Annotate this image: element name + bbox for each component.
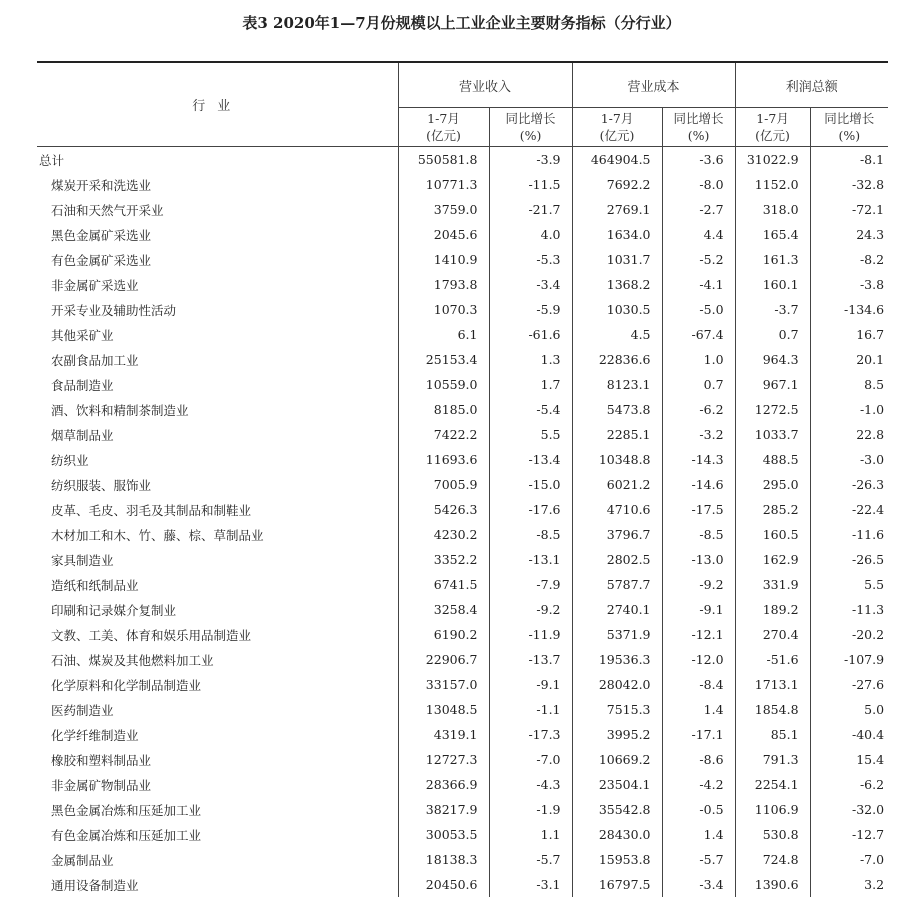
cost-growth: 1.0 <box>662 347 735 372</box>
cost-growth: -4.1 <box>662 272 735 297</box>
revenue-value: 11693.6 <box>398 447 489 472</box>
profit-growth-header: 同比增长 (%) <box>810 108 888 147</box>
revenue-ytd-header: 1-7月 (亿元) <box>398 108 489 147</box>
profit-value: 160.1 <box>735 272 810 297</box>
cost-value: 10348.8 <box>572 447 662 472</box>
table-row <box>37 672 888 697</box>
table-row <box>37 322 888 347</box>
cost-growth: -17.1 <box>662 722 735 747</box>
revenue-growth: 5.5 <box>489 422 572 447</box>
profit-growth: 22.8 <box>810 422 888 447</box>
cost-growth: -12.0 <box>662 647 735 672</box>
profit-growth: -32.0 <box>810 797 888 822</box>
profit-value: 2254.1 <box>735 772 810 797</box>
revenue-growth: -17.3 <box>489 722 572 747</box>
profit-value: -51.6 <box>735 647 810 672</box>
profit-growth: -12.7 <box>810 822 888 847</box>
profit-value: 1033.7 <box>735 422 810 447</box>
revenue-value: 20450.6 <box>398 872 489 897</box>
table-row <box>37 647 888 672</box>
table-row <box>37 497 888 522</box>
industry-name: 其他采矿业 <box>37 322 398 347</box>
profit-growth: -72.1 <box>810 197 888 222</box>
revenue-value: 6741.5 <box>398 572 489 597</box>
industry-name: 印刷和记录媒介复制业 <box>37 597 398 622</box>
table-row <box>37 547 888 572</box>
revenue-growth: -21.7 <box>489 197 572 222</box>
table-row <box>37 747 888 772</box>
table-row <box>37 622 888 647</box>
profit-value: 318.0 <box>735 197 810 222</box>
revenue-value: 10559.0 <box>398 372 489 397</box>
profit-value: 1713.1 <box>735 672 810 697</box>
revenue-value: 1410.9 <box>398 247 489 272</box>
revenue-growth: -61.6 <box>489 322 572 347</box>
revenue-value: 3352.2 <box>398 547 489 572</box>
profit-value: 331.9 <box>735 572 810 597</box>
profit-value: 31022.9 <box>735 147 810 173</box>
cost-growth: -4.2 <box>662 772 735 797</box>
revenue-value: 22906.7 <box>398 647 489 672</box>
revenue-value: 25153.4 <box>398 347 489 372</box>
profit-growth: -7.0 <box>810 847 888 872</box>
industry-name: 通用设备制造业 <box>37 872 398 897</box>
revenue-value: 13048.5 <box>398 697 489 722</box>
industry-name: 医药制造业 <box>37 697 398 722</box>
revenue-growth: -5.4 <box>489 397 572 422</box>
profit-value: 1152.0 <box>735 172 810 197</box>
profit-value: 162.9 <box>735 547 810 572</box>
profit-growth: 24.3 <box>810 222 888 247</box>
table-row <box>37 297 888 322</box>
revenue-growth: -11.9 <box>489 622 572 647</box>
profit-value: 1106.9 <box>735 797 810 822</box>
profit-growth: -11.6 <box>810 522 888 547</box>
revenue-growth: 1.7 <box>489 372 572 397</box>
cost-value: 2769.1 <box>572 197 662 222</box>
profit-value: 165.4 <box>735 222 810 247</box>
revenue-value: 10771.3 <box>398 172 489 197</box>
cost-value: 10669.2 <box>572 747 662 772</box>
revenue-growth: -1.1 <box>489 697 572 722</box>
cost-growth: -9.2 <box>662 572 735 597</box>
cost-value: 3995.2 <box>572 722 662 747</box>
cost-growth: -8.6 <box>662 747 735 772</box>
revenue-growth: 1.1 <box>489 822 572 847</box>
revenue-growth: -5.9 <box>489 297 572 322</box>
profit-value: 270.4 <box>735 622 810 647</box>
industry-name: 开采专业及辅助性活动 <box>37 297 398 322</box>
cost-value: 464904.5 <box>572 147 662 173</box>
revenue-growth: -7.0 <box>489 747 572 772</box>
profit-growth: -107.9 <box>810 647 888 672</box>
profit-growth: -3.0 <box>810 447 888 472</box>
profit-value: 724.8 <box>735 847 810 872</box>
industry-name: 纺织业 <box>37 447 398 472</box>
table-row <box>37 872 888 897</box>
revenue-growth-header: 同比增长 (%) <box>489 108 572 147</box>
revenue-growth: 4.0 <box>489 222 572 247</box>
cost-growth: -2.7 <box>662 197 735 222</box>
cost-value: 15953.8 <box>572 847 662 872</box>
profit-growth: -8.2 <box>810 247 888 272</box>
profit-value: 1272.5 <box>735 397 810 422</box>
table-row <box>37 397 888 422</box>
industry-name: 家具制造业 <box>37 547 398 572</box>
profit-growth: 15.4 <box>810 747 888 772</box>
profit-value: 791.3 <box>735 747 810 772</box>
profit-growth: 20.1 <box>810 347 888 372</box>
cost-group-header: 营业成本 <box>572 62 735 108</box>
industry-column-header: 行业 <box>37 62 398 147</box>
cost-value: 35542.8 <box>572 797 662 822</box>
table-row <box>37 822 888 847</box>
cost-growth-header: 同比增长 (%) <box>662 108 735 147</box>
industry-name: 煤炭开采和洗选业 <box>37 172 398 197</box>
revenue-group-header: 营业收入 <box>398 62 572 108</box>
revenue-growth: -15.0 <box>489 472 572 497</box>
industry-name: 橡胶和塑料制品业 <box>37 747 398 772</box>
profit-growth: -134.6 <box>810 297 888 322</box>
profit-growth: -11.3 <box>810 597 888 622</box>
cost-growth: 0.7 <box>662 372 735 397</box>
industry-name: 烟草制品业 <box>37 422 398 447</box>
profit-value: 85.1 <box>735 722 810 747</box>
cost-growth: -14.3 <box>662 447 735 472</box>
industry-name: 有色金属冶炼和压延加工业 <box>37 822 398 847</box>
table-row <box>37 572 888 597</box>
industry-name: 石油和天然气开采业 <box>37 197 398 222</box>
profit-growth: -40.4 <box>810 722 888 747</box>
revenue-value: 12727.3 <box>398 747 489 772</box>
cost-growth: -8.5 <box>662 522 735 547</box>
profit-value: -3.7 <box>735 297 810 322</box>
cost-growth: -3.2 <box>662 422 735 447</box>
table-row <box>37 422 888 447</box>
profit-value: 1390.6 <box>735 872 810 897</box>
profit-growth: -1.0 <box>810 397 888 422</box>
profit-value: 161.3 <box>735 247 810 272</box>
table-row <box>37 372 888 397</box>
cost-value: 22836.6 <box>572 347 662 372</box>
table-row <box>37 697 888 722</box>
industry-name: 黑色金属矿采选业 <box>37 222 398 247</box>
table-body <box>37 147 888 897</box>
profit-growth: -26.3 <box>810 472 888 497</box>
profit-value: 530.8 <box>735 822 810 847</box>
revenue-value: 33157.0 <box>398 672 489 697</box>
revenue-growth: -3.9 <box>489 147 572 173</box>
industry-name: 皮革、毛皮、羽毛及其制品和制鞋业 <box>37 497 398 522</box>
table-row <box>37 722 888 747</box>
table-row <box>37 172 888 197</box>
financial-indicators-table <box>37 61 888 897</box>
table-row <box>37 797 888 822</box>
cost-growth: 1.4 <box>662 822 735 847</box>
profit-value: 488.5 <box>735 447 810 472</box>
industry-name: 木材加工和木、竹、藤、棕、草制品业 <box>37 522 398 547</box>
table-row <box>37 247 888 272</box>
industry-name: 文教、工美、体育和娱乐用品制造业 <box>37 622 398 647</box>
table-row <box>37 197 888 222</box>
industry-name: 酒、饮料和精制茶制造业 <box>37 397 398 422</box>
revenue-growth: -1.9 <box>489 797 572 822</box>
industry-name: 石油、煤炭及其他燃料加工业 <box>37 647 398 672</box>
cost-value: 5371.9 <box>572 622 662 647</box>
revenue-value: 1070.3 <box>398 297 489 322</box>
revenue-value: 3258.4 <box>398 597 489 622</box>
revenue-value: 5426.3 <box>398 497 489 522</box>
cost-growth: -17.5 <box>662 497 735 522</box>
profit-value: 967.1 <box>735 372 810 397</box>
cost-growth: -5.7 <box>662 847 735 872</box>
revenue-growth: -3.1 <box>489 872 572 897</box>
cost-value: 16797.5 <box>572 872 662 897</box>
cost-growth: -9.1 <box>662 597 735 622</box>
cost-growth: -8.4 <box>662 672 735 697</box>
industry-name: 金属制品业 <box>37 847 398 872</box>
profit-growth: 16.7 <box>810 322 888 347</box>
industry-name: 食品制造业 <box>37 372 398 397</box>
cost-value: 2285.1 <box>572 422 662 447</box>
revenue-growth: -8.5 <box>489 522 572 547</box>
revenue-value: 18138.3 <box>398 847 489 872</box>
cost-value: 8123.1 <box>572 372 662 397</box>
revenue-value: 2045.6 <box>398 222 489 247</box>
industry-name: 造纸和纸制品业 <box>37 572 398 597</box>
cost-value: 5787.7 <box>572 572 662 597</box>
industry-name: 非金属矿物制品业 <box>37 772 398 797</box>
revenue-value: 8185.0 <box>398 397 489 422</box>
revenue-value: 7005.9 <box>398 472 489 497</box>
revenue-value: 28366.9 <box>398 772 489 797</box>
cost-growth: 1.4 <box>662 697 735 722</box>
profit-growth: -27.6 <box>810 672 888 697</box>
table-row <box>37 347 888 372</box>
profit-growth: -6.2 <box>810 772 888 797</box>
cost-value: 7692.2 <box>572 172 662 197</box>
profit-value: 1854.8 <box>735 697 810 722</box>
revenue-growth: -13.4 <box>489 447 572 472</box>
table-row <box>37 847 888 872</box>
cost-value: 3796.7 <box>572 522 662 547</box>
cost-value: 4.5 <box>572 322 662 347</box>
revenue-growth: -13.1 <box>489 547 572 572</box>
profit-growth: -32.8 <box>810 172 888 197</box>
profit-growth: 5.0 <box>810 697 888 722</box>
industry-name: 黑色金属冶炼和压延加工业 <box>37 797 398 822</box>
revenue-growth: -4.3 <box>489 772 572 797</box>
cost-value: 2740.1 <box>572 597 662 622</box>
profit-group-header: 利润总额 <box>735 62 888 108</box>
cost-growth: -3.6 <box>662 147 735 173</box>
profit-ytd-header: 1-7月 (亿元) <box>735 108 810 147</box>
cost-value: 6021.2 <box>572 472 662 497</box>
revenue-value: 7422.2 <box>398 422 489 447</box>
revenue-growth: -5.7 <box>489 847 572 872</box>
profit-value: 285.2 <box>735 497 810 522</box>
profit-growth: -8.1 <box>810 147 888 173</box>
cost-growth: -67.4 <box>662 322 735 347</box>
revenue-growth: -11.5 <box>489 172 572 197</box>
table-title: 表3 2020年1—7月份规模以上工业企业主要财务指标（分行业） <box>0 12 923 33</box>
profit-value: 295.0 <box>735 472 810 497</box>
profit-growth: 8.5 <box>810 372 888 397</box>
cost-growth: -8.0 <box>662 172 735 197</box>
profit-growth: -26.5 <box>810 547 888 572</box>
cost-value: 7515.3 <box>572 697 662 722</box>
table-row <box>37 147 888 173</box>
cost-growth: -13.0 <box>662 547 735 572</box>
profit-value: 160.5 <box>735 522 810 547</box>
revenue-value: 6190.2 <box>398 622 489 647</box>
table-row <box>37 522 888 547</box>
industry-name: 化学纤维制造业 <box>37 722 398 747</box>
cost-value: 2802.5 <box>572 547 662 572</box>
table-row <box>37 447 888 472</box>
cost-value: 23504.1 <box>572 772 662 797</box>
cost-value: 5473.8 <box>572 397 662 422</box>
cost-growth: -0.5 <box>662 797 735 822</box>
cost-growth: -6.2 <box>662 397 735 422</box>
revenue-growth: -13.7 <box>489 647 572 672</box>
revenue-growth: 1.3 <box>489 347 572 372</box>
cost-value: 1368.2 <box>572 272 662 297</box>
cost-value: 4710.6 <box>572 497 662 522</box>
cost-growth: -5.0 <box>662 297 735 322</box>
revenue-growth: -5.3 <box>489 247 572 272</box>
cost-value: 19536.3 <box>572 647 662 672</box>
industry-name: 有色金属矿采选业 <box>37 247 398 272</box>
table-row <box>37 222 888 247</box>
cost-growth: 4.4 <box>662 222 735 247</box>
table-row <box>37 772 888 797</box>
profit-growth: -22.4 <box>810 497 888 522</box>
cost-growth: -5.2 <box>662 247 735 272</box>
cost-growth: -3.4 <box>662 872 735 897</box>
profit-growth: -20.2 <box>810 622 888 647</box>
industry-name: 非金属矿采选业 <box>37 272 398 297</box>
revenue-value: 38217.9 <box>398 797 489 822</box>
cost-value: 1634.0 <box>572 222 662 247</box>
revenue-growth: -17.6 <box>489 497 572 522</box>
cost-ytd-header: 1-7月 (亿元) <box>572 108 662 147</box>
revenue-growth: -7.9 <box>489 572 572 597</box>
profit-growth: 3.2 <box>810 872 888 897</box>
industry-name: 化学原料和化学制品制造业 <box>37 672 398 697</box>
cost-value: 28042.0 <box>572 672 662 697</box>
revenue-value: 550581.8 <box>398 147 489 173</box>
revenue-value: 4319.1 <box>398 722 489 747</box>
cost-value: 28430.0 <box>572 822 662 847</box>
revenue-value: 3759.0 <box>398 197 489 222</box>
table-row <box>37 597 888 622</box>
revenue-value: 1793.8 <box>398 272 489 297</box>
table-row <box>37 472 888 497</box>
revenue-growth: -9.1 <box>489 672 572 697</box>
profit-value: 964.3 <box>735 347 810 372</box>
profit-value: 189.2 <box>735 597 810 622</box>
revenue-value: 4230.2 <box>398 522 489 547</box>
revenue-value: 30053.5 <box>398 822 489 847</box>
cost-value: 1030.5 <box>572 297 662 322</box>
table-row <box>37 272 888 297</box>
industry-name: 纺织服装、服饰业 <box>37 472 398 497</box>
revenue-growth: -9.2 <box>489 597 572 622</box>
cost-value: 1031.7 <box>572 247 662 272</box>
cost-growth: -14.6 <box>662 472 735 497</box>
industry-name: 农副食品加工业 <box>37 347 398 372</box>
revenue-growth: -3.4 <box>489 272 572 297</box>
cost-growth: -12.1 <box>662 622 735 647</box>
profit-growth: 5.5 <box>810 572 888 597</box>
revenue-value: 6.1 <box>398 322 489 347</box>
profit-value: 0.7 <box>735 322 810 347</box>
industry-name: 总计 <box>37 147 398 173</box>
profit-growth: -3.8 <box>810 272 888 297</box>
